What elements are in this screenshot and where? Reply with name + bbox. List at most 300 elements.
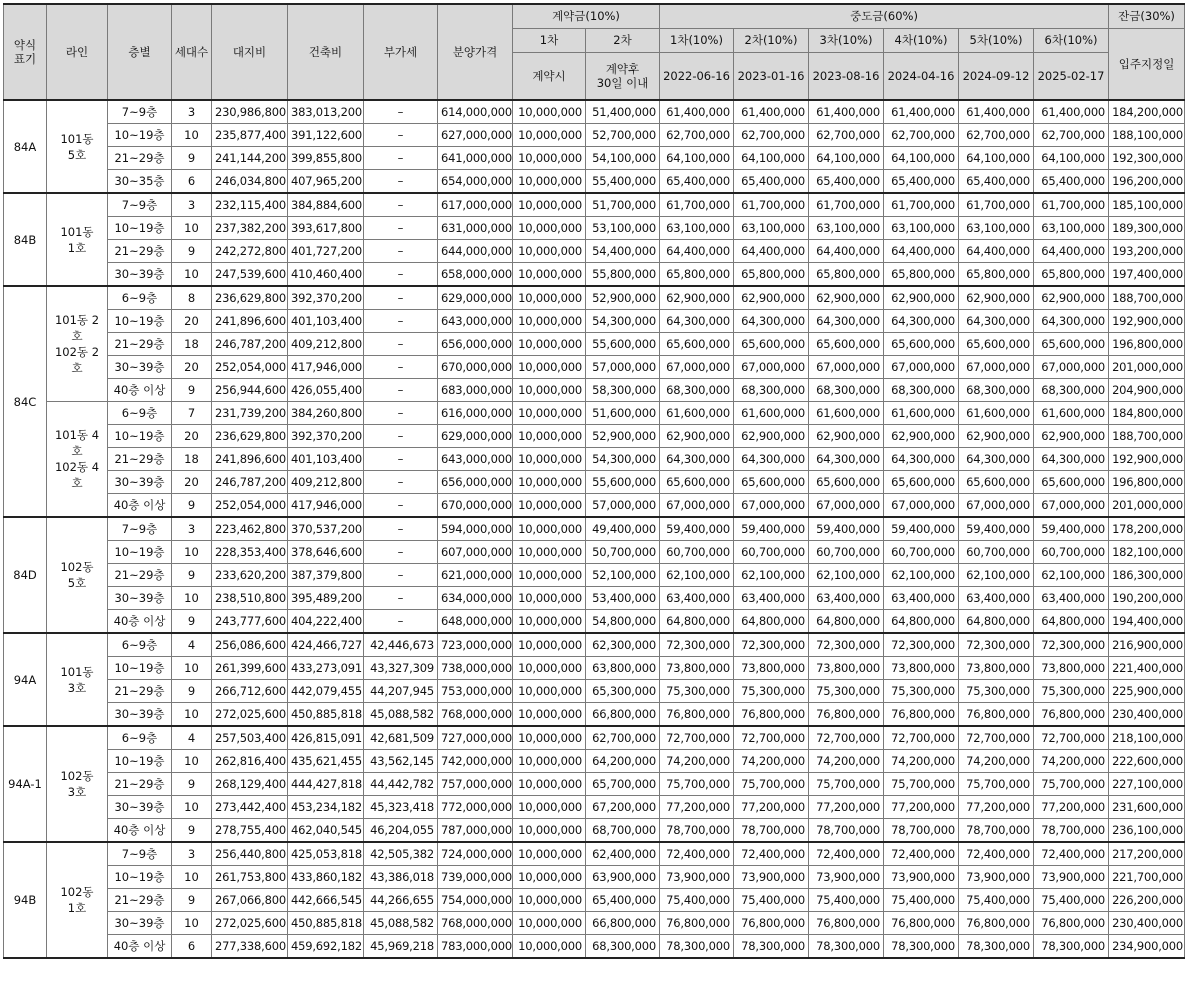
interim-payment-cell: 74,200,000: [884, 750, 959, 773]
interim-payment-cell: 62,900,000: [734, 425, 809, 448]
table-row: [4, 866, 1185, 889]
deposit-2-cell: 51,700,000: [586, 193, 660, 217]
deposit-1-cell: 10,000,000: [513, 193, 586, 217]
land-cost-cell: 257,503,400: [212, 726, 288, 750]
interim-payment-cell: 63,100,000: [1034, 217, 1109, 240]
units-cell: 9: [172, 889, 212, 912]
floor-cell: 7~9층: [108, 193, 172, 217]
price-table: [3, 3, 1185, 959]
interim-payment-cell: 72,700,000: [734, 726, 809, 750]
vat-cell: –: [364, 448, 438, 471]
interim-payment-cell: 65,800,000: [1034, 263, 1109, 287]
interim-payment-cell: 63,400,000: [884, 587, 959, 610]
sale-price-cell: 670,000,000: [438, 494, 513, 518]
deposit-1-cell: 10,000,000: [513, 471, 586, 494]
table-row: [4, 703, 1185, 727]
land-cost-cell: 233,620,200: [212, 564, 288, 587]
deposit-2-cell: 63,800,000: [586, 657, 660, 680]
interim-payment-cell: 65,400,000: [660, 170, 734, 194]
interim-payment-cell: 61,700,000: [884, 193, 959, 217]
interim-payment-cell: 65,600,000: [809, 333, 884, 356]
interim-payment-cell: 60,700,000: [660, 541, 734, 564]
building-cost-cell: 442,666,545: [288, 889, 364, 912]
interim-payment-cell: 76,800,000: [959, 912, 1034, 935]
table-row: [4, 425, 1185, 448]
interim-payment-cell: 63,100,000: [959, 217, 1034, 240]
interim-payment-cell: 67,000,000: [734, 494, 809, 518]
interim-payment-cell: 72,300,000: [884, 633, 959, 657]
balance-cell: 184,800,000: [1109, 402, 1185, 425]
unit-type-cell: 84C: [4, 286, 47, 517]
interim-payment-cell: 72,700,000: [884, 726, 959, 750]
balance-cell: 192,900,000: [1109, 310, 1185, 333]
land-cost-cell: 273,442,400: [212, 796, 288, 819]
building-cost-cell: 442,079,455: [288, 680, 364, 703]
header-land-cost: 대지비: [212, 4, 288, 100]
interim-payment-cell: 65,600,000: [884, 333, 959, 356]
interim-payment-cell: 62,700,000: [660, 124, 734, 147]
interim-payment-cell: 65,600,000: [1034, 471, 1109, 494]
vat-cell: 45,088,582: [364, 703, 438, 727]
vat-cell: 44,442,782: [364, 773, 438, 796]
vat-cell: –: [364, 541, 438, 564]
building-cost-cell: 401,727,200: [288, 240, 364, 263]
floor-cell: 30~39층: [108, 912, 172, 935]
units-cell: 4: [172, 633, 212, 657]
vat-cell: –: [364, 170, 438, 194]
interim-payment-cell: 60,700,000: [959, 541, 1034, 564]
deposit-2-cell: 65,300,000: [586, 680, 660, 703]
deposit-1-cell: 10,000,000: [513, 703, 586, 727]
deposit-1-cell: 10,000,000: [513, 796, 586, 819]
building-cost-cell: 392,370,200: [288, 425, 364, 448]
deposit-1-cell: 10,000,000: [513, 402, 586, 425]
interim-payment-cell: 68,300,000: [660, 379, 734, 402]
land-cost-cell: 246,787,200: [212, 333, 288, 356]
table-row: [4, 564, 1185, 587]
interim-payment-cell: 63,400,000: [959, 587, 1034, 610]
sale-price-cell: 724,000,000: [438, 842, 513, 866]
vat-cell: 46,204,055: [364, 819, 438, 843]
vat-cell: 42,446,673: [364, 633, 438, 657]
land-cost-cell: 272,025,600: [212, 703, 288, 727]
deposit-1-cell: 10,000,000: [513, 379, 586, 402]
deposit-1-cell: 10,000,000: [513, 726, 586, 750]
interim-payment-cell: 64,400,000: [809, 240, 884, 263]
interim-payment-cell: 65,600,000: [809, 471, 884, 494]
vat-cell: 44,207,945: [364, 680, 438, 703]
line-cell: 102동 3호: [47, 726, 108, 842]
balance-cell: 196,800,000: [1109, 471, 1185, 494]
building-cost-cell: 409,212,800: [288, 333, 364, 356]
deposit-1-cell: 10,000,000: [513, 610, 586, 634]
header-interim-3-date: 2023-08-16: [809, 52, 884, 100]
table-row: [4, 124, 1185, 147]
table-row: [4, 333, 1185, 356]
floor-cell: 10~19층: [108, 425, 172, 448]
deposit-1-cell: 10,000,000: [513, 425, 586, 448]
interim-payment-cell: 64,300,000: [809, 448, 884, 471]
vat-cell: –: [364, 100, 438, 124]
interim-payment-cell: 61,400,000: [959, 100, 1034, 124]
building-cost-cell: 399,855,800: [288, 147, 364, 170]
balance-cell: 221,400,000: [1109, 657, 1185, 680]
header-deposit-group: 계약금(10%): [513, 4, 660, 28]
interim-payment-cell: 64,800,000: [734, 610, 809, 634]
interim-payment-cell: 67,000,000: [734, 356, 809, 379]
floor-cell: 21~29층: [108, 680, 172, 703]
interim-payment-cell: 65,600,000: [959, 333, 1034, 356]
deposit-1-cell: 10,000,000: [513, 657, 586, 680]
building-cost-cell: 409,212,800: [288, 471, 364, 494]
table-row: [4, 819, 1185, 843]
line-cell: 102동 5호: [47, 517, 108, 633]
balance-cell: 190,200,000: [1109, 587, 1185, 610]
interim-payment-cell: 60,700,000: [884, 541, 959, 564]
interim-payment-cell: 73,900,000: [959, 866, 1034, 889]
table-row: [4, 750, 1185, 773]
interim-payment-cell: 61,400,000: [1034, 100, 1109, 124]
sale-price-cell: 617,000,000: [438, 193, 513, 217]
units-cell: 10: [172, 866, 212, 889]
floor-cell: 30~39층: [108, 703, 172, 727]
sale-price-cell: 631,000,000: [438, 217, 513, 240]
table-row: [4, 657, 1185, 680]
vat-cell: –: [364, 240, 438, 263]
interim-payment-cell: 73,900,000: [734, 866, 809, 889]
header-interim-6: 6차(10%): [1034, 28, 1109, 52]
interim-payment-cell: 72,400,000: [884, 842, 959, 866]
deposit-2-cell: 65,400,000: [586, 889, 660, 912]
building-cost-cell: 395,489,200: [288, 587, 364, 610]
table-row: [4, 100, 1185, 124]
deposit-1-cell: 10,000,000: [513, 286, 586, 310]
interim-payment-cell: 64,300,000: [660, 310, 734, 333]
sale-price-cell: 643,000,000: [438, 310, 513, 333]
interim-payment-cell: 77,200,000: [884, 796, 959, 819]
table-row: [4, 633, 1185, 657]
deposit-1-cell: 10,000,000: [513, 263, 586, 287]
sale-price-cell: 768,000,000: [438, 703, 513, 727]
land-cost-cell: 272,025,600: [212, 912, 288, 935]
header-interim-4: 4차(10%): [884, 28, 959, 52]
interim-payment-cell: 72,400,000: [1034, 842, 1109, 866]
balance-cell: 189,300,000: [1109, 217, 1185, 240]
land-cost-cell: 241,896,600: [212, 448, 288, 471]
vat-cell: –: [364, 193, 438, 217]
vat-cell: –: [364, 379, 438, 402]
deposit-2-cell: 52,100,000: [586, 564, 660, 587]
unit-type-cell: 84A: [4, 100, 47, 193]
vat-cell: –: [364, 286, 438, 310]
land-cost-cell: 237,382,200: [212, 217, 288, 240]
units-cell: 6: [172, 170, 212, 194]
sale-price-cell: 753,000,000: [438, 680, 513, 703]
interim-payment-cell: 62,900,000: [809, 425, 884, 448]
vat-cell: –: [364, 124, 438, 147]
land-cost-cell: 238,510,800: [212, 587, 288, 610]
interim-payment-cell: 65,400,000: [809, 170, 884, 194]
interim-payment-cell: 67,000,000: [809, 494, 884, 518]
interim-payment-cell: 59,400,000: [809, 517, 884, 541]
vat-cell: 43,327,309: [364, 657, 438, 680]
interim-payment-cell: 64,300,000: [734, 448, 809, 471]
interim-payment-cell: 73,900,000: [809, 866, 884, 889]
interim-payment-cell: 61,600,000: [734, 402, 809, 425]
interim-payment-cell: 72,400,000: [660, 842, 734, 866]
interim-payment-cell: 61,700,000: [660, 193, 734, 217]
deposit-1-cell: 10,000,000: [513, 333, 586, 356]
deposit-2-cell: 62,300,000: [586, 633, 660, 657]
interim-payment-cell: 74,200,000: [734, 750, 809, 773]
interim-payment-cell: 65,800,000: [809, 263, 884, 287]
table-row: [4, 263, 1185, 287]
interim-payment-cell: 61,400,000: [660, 100, 734, 124]
units-cell: 20: [172, 471, 212, 494]
land-cost-cell: 256,086,600: [212, 633, 288, 657]
table-row: [4, 193, 1185, 217]
floor-cell: 21~29층: [108, 889, 172, 912]
sale-price-cell: 739,000,000: [438, 866, 513, 889]
vat-cell: 45,323,418: [364, 796, 438, 819]
floor-cell: 40층 이상: [108, 610, 172, 634]
interim-payment-cell: 62,900,000: [884, 286, 959, 310]
interim-payment-cell: 72,400,000: [959, 842, 1034, 866]
deposit-2-cell: 55,600,000: [586, 471, 660, 494]
table-row: [4, 217, 1185, 240]
building-cost-cell: 370,537,200: [288, 517, 364, 541]
deposit-2-cell: 54,400,000: [586, 240, 660, 263]
floor-cell: 40층 이상: [108, 819, 172, 843]
interim-payment-cell: 64,800,000: [884, 610, 959, 634]
interim-payment-cell: 65,600,000: [734, 471, 809, 494]
interim-payment-cell: 78,700,000: [809, 819, 884, 843]
header-line: 라인: [47, 4, 108, 100]
units-cell: 10: [172, 124, 212, 147]
table-row: [4, 379, 1185, 402]
units-cell: 18: [172, 333, 212, 356]
units-cell: 6: [172, 935, 212, 959]
building-cost-cell: 450,885,818: [288, 703, 364, 727]
interim-payment-cell: 72,300,000: [959, 633, 1034, 657]
land-cost-cell: 252,054,000: [212, 494, 288, 518]
balance-cell: 231,600,000: [1109, 796, 1185, 819]
interim-payment-cell: 73,800,000: [809, 657, 884, 680]
unit-type-cell: 84B: [4, 193, 47, 286]
vat-cell: –: [364, 402, 438, 425]
floor-cell: 21~29층: [108, 240, 172, 263]
deposit-2-cell: 55,800,000: [586, 263, 660, 287]
units-cell: 10: [172, 657, 212, 680]
interim-payment-cell: 64,400,000: [660, 240, 734, 263]
floor-cell: 7~9층: [108, 100, 172, 124]
deposit-2-cell: 52,700,000: [586, 124, 660, 147]
interim-payment-cell: 76,800,000: [1034, 912, 1109, 935]
interim-payment-cell: 75,700,000: [1034, 773, 1109, 796]
deposit-2-cell: 62,400,000: [586, 842, 660, 866]
interim-payment-cell: 62,700,000: [809, 124, 884, 147]
table-row: [4, 889, 1185, 912]
units-cell: 3: [172, 842, 212, 866]
vat-cell: 43,562,145: [364, 750, 438, 773]
unit-type-cell: 94A-1: [4, 726, 47, 842]
building-cost-cell: 433,273,091: [288, 657, 364, 680]
deposit-2-cell: 62,700,000: [586, 726, 660, 750]
interim-payment-cell: 73,800,000: [884, 657, 959, 680]
balance-cell: 204,900,000: [1109, 379, 1185, 402]
deposit-2-cell: 65,700,000: [586, 773, 660, 796]
building-cost-cell: 391,122,600: [288, 124, 364, 147]
interim-payment-cell: 63,100,000: [734, 217, 809, 240]
vat-cell: –: [364, 517, 438, 541]
floor-cell: 10~19층: [108, 541, 172, 564]
floor-cell: 21~29층: [108, 147, 172, 170]
interim-payment-cell: 62,900,000: [660, 286, 734, 310]
interim-payment-cell: 62,900,000: [884, 425, 959, 448]
land-cost-cell: 236,629,800: [212, 286, 288, 310]
interim-payment-cell: 64,800,000: [809, 610, 884, 634]
balance-cell: 216,900,000: [1109, 633, 1185, 657]
balance-cell: 197,400,000: [1109, 263, 1185, 287]
deposit-2-cell: 63,900,000: [586, 866, 660, 889]
table-row: [4, 773, 1185, 796]
units-cell: 9: [172, 379, 212, 402]
deposit-2-cell: 52,900,000: [586, 286, 660, 310]
deposit-2-cell: 52,900,000: [586, 425, 660, 448]
units-cell: 20: [172, 356, 212, 379]
interim-payment-cell: 62,900,000: [660, 425, 734, 448]
balance-cell: 184,200,000: [1109, 100, 1185, 124]
interim-payment-cell: 76,800,000: [734, 703, 809, 727]
header-interim-2: 2차(10%): [734, 28, 809, 52]
interim-payment-cell: 72,700,000: [1034, 726, 1109, 750]
deposit-1-cell: 10,000,000: [513, 356, 586, 379]
deposit-1-cell: 10,000,000: [513, 889, 586, 912]
balance-cell: 192,900,000: [1109, 448, 1185, 471]
building-cost-cell: 407,965,200: [288, 170, 364, 194]
interim-payment-cell: 73,800,000: [959, 657, 1034, 680]
deposit-2-cell: 51,600,000: [586, 402, 660, 425]
sale-price-cell: 658,000,000: [438, 263, 513, 287]
units-cell: 10: [172, 703, 212, 727]
interim-payment-cell: 75,400,000: [660, 889, 734, 912]
sale-price-cell: 754,000,000: [438, 889, 513, 912]
interim-payment-cell: 62,900,000: [959, 286, 1034, 310]
header-interim-3: 3차(10%): [809, 28, 884, 52]
interim-payment-cell: 65,600,000: [884, 471, 959, 494]
interim-payment-cell: 67,000,000: [959, 494, 1034, 518]
sale-price-cell: 772,000,000: [438, 796, 513, 819]
interim-payment-cell: 78,300,000: [660, 935, 734, 959]
floor-cell: 30~39층: [108, 587, 172, 610]
interim-payment-cell: 77,200,000: [1034, 796, 1109, 819]
interim-payment-cell: 75,400,000: [809, 889, 884, 912]
interim-payment-cell: 61,700,000: [734, 193, 809, 217]
interim-payment-cell: 67,000,000: [959, 356, 1034, 379]
table-row: [4, 240, 1185, 263]
table-row: [4, 680, 1185, 703]
building-cost-cell: 378,646,600: [288, 541, 364, 564]
deposit-1-cell: 10,000,000: [513, 564, 586, 587]
balance-cell: 194,400,000: [1109, 610, 1185, 634]
interim-payment-cell: 78,300,000: [734, 935, 809, 959]
land-cost-cell: 243,777,600: [212, 610, 288, 634]
floor-cell: 30~39층: [108, 356, 172, 379]
interim-payment-cell: 62,900,000: [1034, 286, 1109, 310]
floor-cell: 6~9층: [108, 286, 172, 310]
header-sale-price: 분양가격: [438, 4, 513, 100]
interim-payment-cell: 67,000,000: [884, 494, 959, 518]
units-cell: 10: [172, 912, 212, 935]
interim-payment-cell: 62,100,000: [809, 564, 884, 587]
line-cell: 101동 2호 102동 2호: [47, 286, 108, 402]
table-row: [4, 286, 1185, 310]
deposit-2-cell: 64,200,000: [586, 750, 660, 773]
interim-payment-cell: 64,100,000: [734, 147, 809, 170]
land-cost-cell: 247,539,600: [212, 263, 288, 287]
sale-price-cell: 727,000,000: [438, 726, 513, 750]
sale-price-cell: 629,000,000: [438, 286, 513, 310]
land-cost-cell: 228,353,400: [212, 541, 288, 564]
sale-price-cell: 742,000,000: [438, 750, 513, 773]
interim-payment-cell: 75,400,000: [734, 889, 809, 912]
balance-cell: 227,100,000: [1109, 773, 1185, 796]
units-cell: 8: [172, 286, 212, 310]
sale-price-cell: 641,000,000: [438, 147, 513, 170]
deposit-2-cell: 55,400,000: [586, 170, 660, 194]
interim-payment-cell: 61,700,000: [1034, 193, 1109, 217]
units-cell: 9: [172, 564, 212, 587]
units-cell: 10: [172, 796, 212, 819]
deposit-1-cell: 10,000,000: [513, 100, 586, 124]
deposit-2-cell: 54,300,000: [586, 448, 660, 471]
interim-payment-cell: 61,400,000: [884, 100, 959, 124]
table-row: [4, 587, 1185, 610]
building-cost-cell: 401,103,400: [288, 448, 364, 471]
land-cost-cell: 261,753,800: [212, 866, 288, 889]
vat-cell: –: [364, 263, 438, 287]
interim-payment-cell: 61,700,000: [809, 193, 884, 217]
interim-payment-cell: 61,400,000: [734, 100, 809, 124]
header-interim-5-date: 2024-09-12: [959, 52, 1034, 100]
building-cost-cell: 424,466,727: [288, 633, 364, 657]
interim-payment-cell: 62,100,000: [660, 564, 734, 587]
unit-type-cell: 84D: [4, 517, 47, 633]
vat-cell: 45,088,582: [364, 912, 438, 935]
interim-payment-cell: 67,000,000: [660, 356, 734, 379]
balance-cell: 230,400,000: [1109, 912, 1185, 935]
interim-payment-cell: 78,700,000: [1034, 819, 1109, 843]
interim-payment-cell: 75,300,000: [884, 680, 959, 703]
deposit-1-cell: 10,000,000: [513, 935, 586, 959]
table-row: [4, 610, 1185, 634]
interim-payment-cell: 76,800,000: [959, 703, 1034, 727]
interim-payment-cell: 65,600,000: [734, 333, 809, 356]
units-cell: 9: [172, 147, 212, 170]
interim-payment-cell: 73,900,000: [1034, 866, 1109, 889]
floor-cell: 40층 이상: [108, 379, 172, 402]
floor-cell: 21~29층: [108, 448, 172, 471]
deposit-2-cell: 53,100,000: [586, 217, 660, 240]
interim-payment-cell: 65,400,000: [959, 170, 1034, 194]
balance-cell: 201,000,000: [1109, 494, 1185, 518]
units-cell: 3: [172, 193, 212, 217]
table-row: [4, 147, 1185, 170]
balance-cell: 222,600,000: [1109, 750, 1185, 773]
interim-payment-cell: 64,300,000: [1034, 310, 1109, 333]
interim-payment-cell: 64,800,000: [660, 610, 734, 634]
header-balance-group: 잔금(30%): [1109, 4, 1185, 28]
